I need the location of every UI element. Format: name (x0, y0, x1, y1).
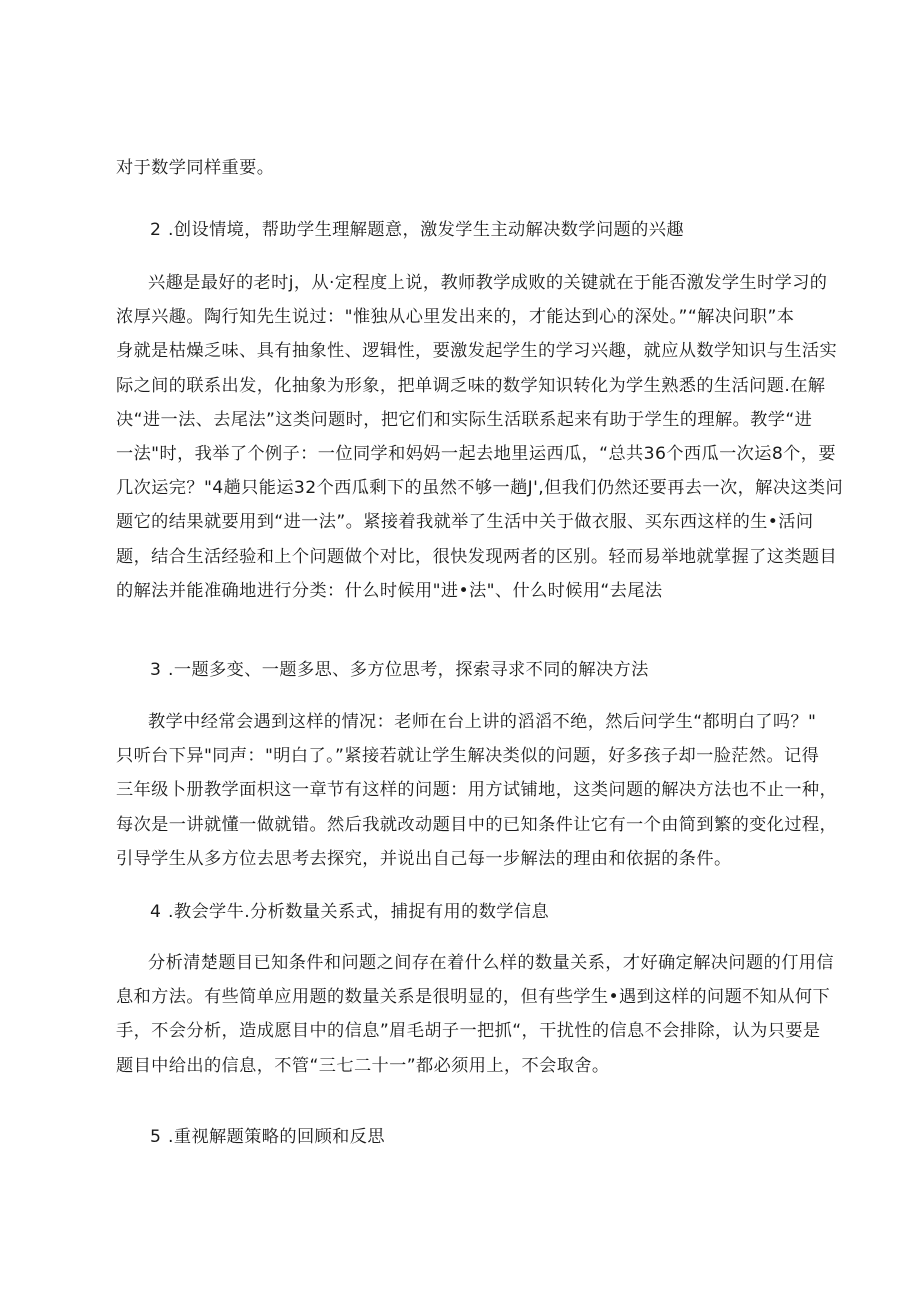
section-heading-4 (150, 895, 549, 929)
text-line: 浓厚兴趣。陶行知先生说过："惟独从心里发出来的，才能达到心的深处。”“解决问职”本 (116, 307, 795, 328)
paragraph-intro (116, 151, 806, 185)
text-line: 对于数学同样重要。 (116, 158, 275, 178)
text-line: 息和方法。有些简单应用题的数量关系是很明显的，但有些学生•遇到这样的问题不知从何下 (116, 987, 831, 1008)
text-line: 的解法并能准确地进行分类：什么时候用"进•法"、什么时候用“去尾法 (116, 580, 663, 601)
heading-text: .重视解题策略的回顾和反思 (168, 1127, 385, 1147)
section-heading-2 (150, 213, 684, 247)
text-line: 际之间的联系出发，化抽象为形象，把单调乏味的数学知识转化为学生熟悉的生活问题.在解 (116, 375, 826, 396)
heading-text: .一题多变、一题多思、多方位思考，探索寻求不同的解决方法 (168, 660, 649, 680)
text-line: 题，结合生活经验和上个问题做个对比，很快发现两者的区别。轻而易举地就掌握了这类题目 (116, 546, 838, 567)
heading-text: .教会学牛.分析数量关系式，捕捉有用的数学信息 (168, 902, 550, 922)
text-line: 手，不会分析，造成愿目中的信息”眉毛胡子一把抓“，干扰性的信息不会排除，认为只要是 (116, 1021, 821, 1042)
heading-number: 5 (150, 1127, 162, 1147)
text-line: 每次是一讲就懂一做就错。然后我就改动题目中的已知条件让它有一个由简到繁的变化过程， (116, 814, 838, 835)
text-line: 教学中经常会遇到这样的情况：老师在台上讲的滔滔不绝，然后问学生“都明白了吗？" (148, 712, 817, 732)
text-line: 几次运完？"4趟只能运32个西瓜剩下的虽然不够一趟J',但我们仍然还要再去一次，解决这类问 (116, 478, 844, 499)
heading-number: 3 (150, 660, 162, 680)
heading-number: 2 (150, 220, 162, 240)
text-line: 决“进一法、去尾法”这类问题时，把它们和实际生活联系起来有助于学生的理解。教学“进 (116, 409, 813, 430)
heading-number: 4 (150, 902, 162, 922)
text-line: 分析清楚题目已知条件和问题之间存在着什么样的数量关系，才好确定解决问题的仃用信 (148, 953, 834, 973)
paragraph-section-3 (116, 705, 838, 876)
paragraph-section-4 (116, 946, 834, 1083)
text-line: 只听台下异"同声："明白了。”紧接若就让学生解决类似的问题，好多孩子却一脸茫然。记得 (116, 746, 820, 767)
text-line: 身就是枯燥乏味、具有抽象性、逻辑性，要激发起学生的学习兴趣，就应从数学知识与生活实 (116, 341, 838, 362)
text-line: 题目中给出的信息，不管“三七二十一”都必须用上，不会取舍。 (116, 1055, 610, 1076)
paragraph-section-2 (116, 266, 844, 608)
text-line: 兴趣是最好的老时j，从·定程度上说，教师教学成败的关键就在于能否激发学生时学习的 (148, 273, 828, 293)
text-line: 一法"时，我举了个例子：一位同学和妈妈一起去地里运西瓜，“总共36个西瓜一次运8个，要 (116, 444, 836, 465)
text-line: 题它的结果就要用到“进一法”。紧接着我就举了生活中关于做衣服、买东西这样的生•活问 (116, 512, 814, 533)
heading-text: .创设情境，帮助学生理解题意，激发学生主动解决数学问题的兴趣 (168, 220, 684, 240)
section-heading-3 (150, 653, 649, 687)
section-heading-5 (150, 1120, 385, 1154)
text-line: 三年级卜册教学面枳这一章节有这样的问题：用方试铺地，这类问题的解决方法也不止一种， (116, 780, 838, 801)
text-line: 引导学生从多方位去思考去探究，并说出自己每一步解法的理由和依据的条件。 (116, 848, 732, 869)
